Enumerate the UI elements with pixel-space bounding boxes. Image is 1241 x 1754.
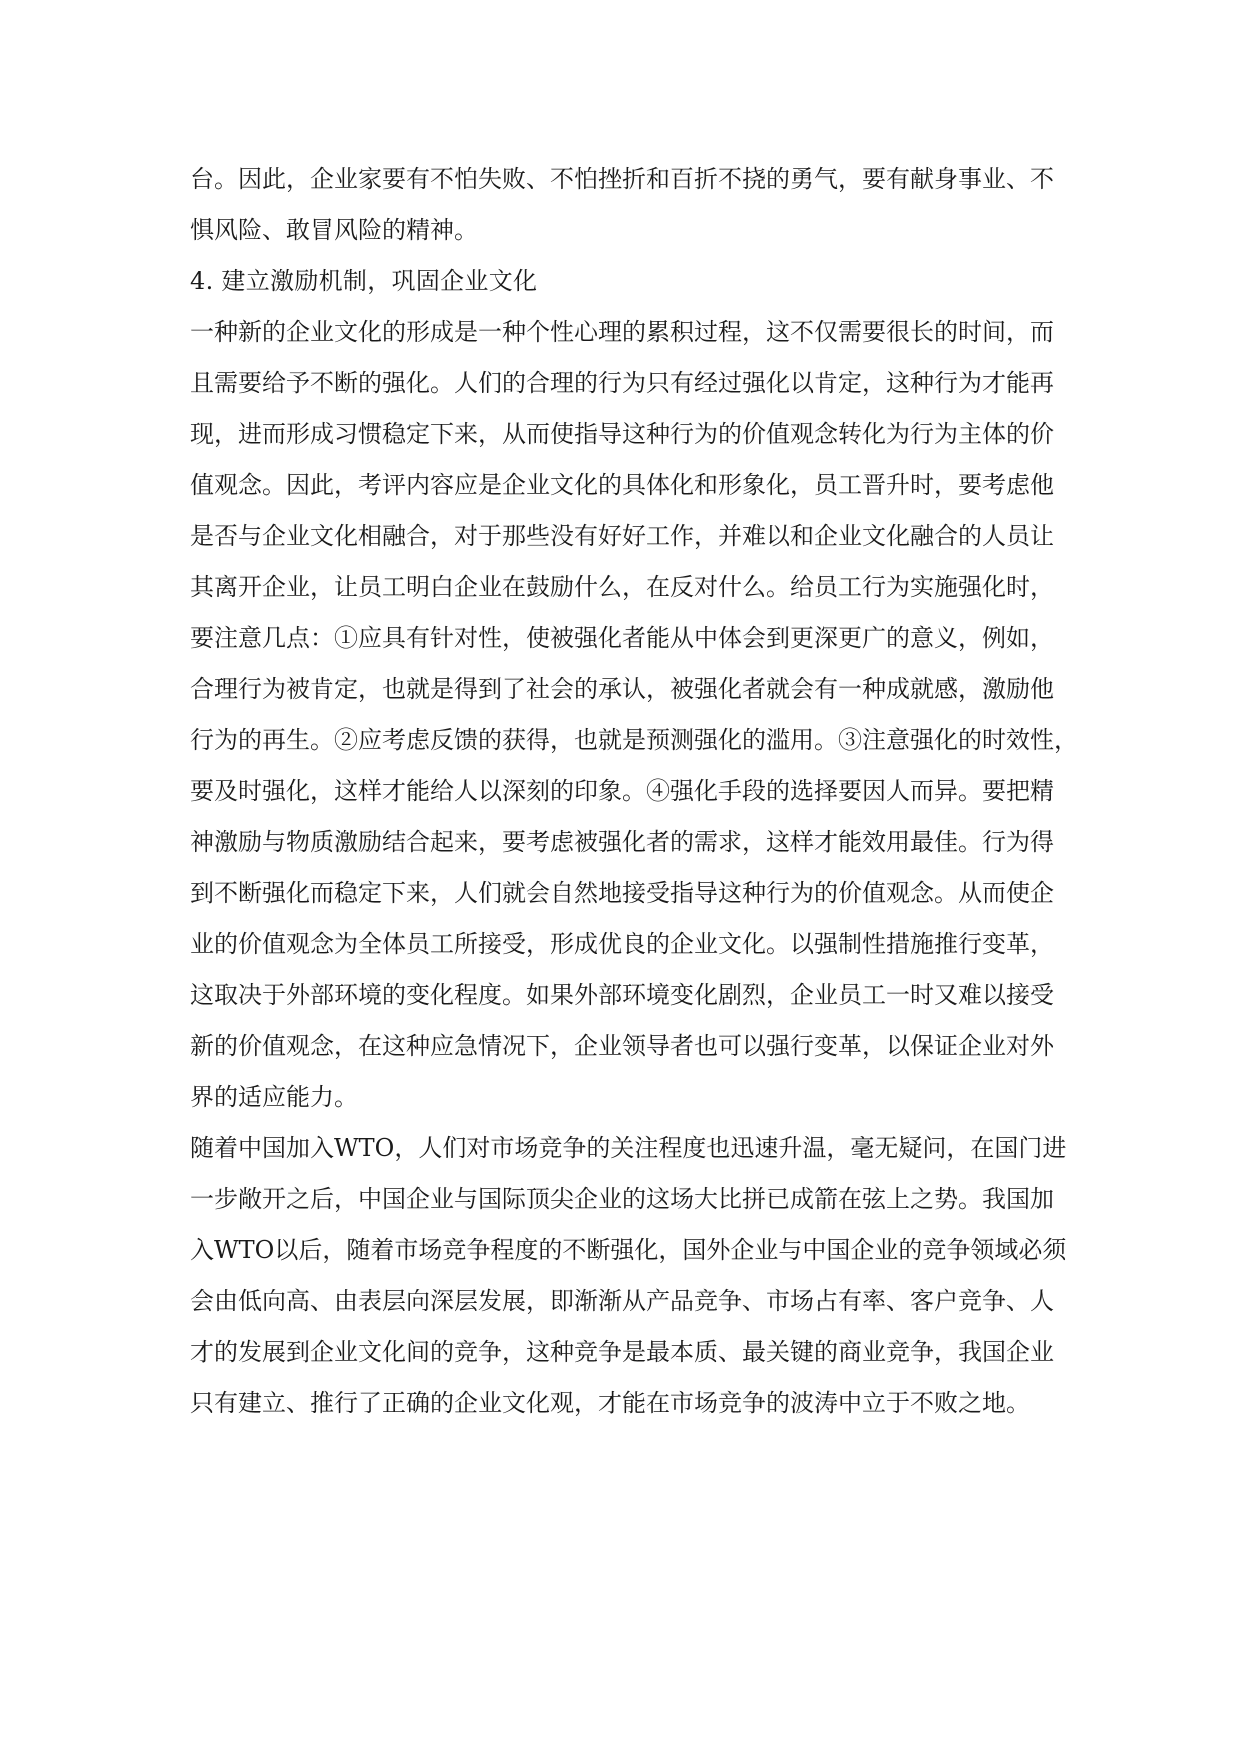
- text-line: 界的适应能力。: [190, 1083, 358, 1111]
- text-line: 值观念。因此，考评内容应是企业文化的具体化和形象化，员工晋升时，要考虑他: [190, 471, 1054, 499]
- text-line: 才的发展到企业文化间的竞争，这种竞争是最本质、最关键的商业竞争，我国企业: [190, 1338, 1054, 1366]
- document-body: [190, 154, 1090, 1429]
- text-line: 是否与企业文化相融合，对于那些没有好好工作，并难以和企业文化融合的人员让: [190, 522, 1054, 550]
- text-line: 会由低向高、由表层向深层发展，即渐渐从产品竞争、市场占有率、客户竞争、人: [190, 1287, 1054, 1315]
- text-line: 合理行为被肯定，也就是得到了社会的承认，被强化者就会有一种成就感，激励他: [190, 675, 1054, 703]
- text-line: 只有建立、推行了正确的企业文化观，才能在市场竞争的波涛中立于不败之地。: [190, 1389, 1030, 1417]
- text-line: 且需要给予不断的强化。人们的合理的行为只有经过强化以肯定，这种行为才能再: [190, 369, 1054, 397]
- text-line: 这取决于外部环境的变化程度。如果外部环境变化剧烈，企业员工一时又难以接受: [190, 981, 1054, 1009]
- text-line: 要及时强化，这样才能给人以深刻的印象。④强化手段的选择要因人而异。要把精: [190, 777, 1054, 805]
- text-line: 台。因此，企业家要有不怕失败、不怕挫折和百折不挠的勇气，要有献身事业、不: [190, 165, 1054, 193]
- text-line: 新的价值观念，在这种应急情况下，企业领导者也可以强行变革，以保证企业对外: [190, 1032, 1054, 1060]
- text-line: 业的价值观念为全体员工所接受，形成优良的企业文化。以强制性措施推行变革，: [190, 930, 1054, 958]
- text-line: 一种新的企业文化的形成是一种个性心理的累积过程，这不仅需要很长的时间，而: [190, 318, 1054, 346]
- text-line: 一步敞开之后，中国企业与国际顶尖企业的这场大比拼已成箭在弦上之势。我国加: [190, 1185, 1054, 1213]
- text-line: 惧风险、敢冒风险的精神。: [190, 216, 478, 244]
- text-line: 要注意几点：①应具有针对性，使被强化者能从中体会到更深更广的意义，例如，: [190, 624, 1054, 652]
- text-line: 随着中国加入WTO，人们对市场竞争的关注程度也迅速升温，毫无疑问，在国门进: [190, 1134, 1067, 1162]
- section-heading: 4. 建立激励机制，巩固企业文化: [190, 267, 538, 295]
- text-line: 现，进而形成习惯稳定下来，从而使指导这种行为的价值观念转化为行为主体的价: [190, 420, 1054, 448]
- text-line: 其离开企业，让员工明白企业在鼓励什么，在反对什么。给员工行为实施强化时，: [190, 573, 1054, 601]
- text-line: 到不断强化而稳定下来，人们就会自然地接受指导这种行为的价值观念。从而使企: [190, 879, 1054, 907]
- text-line: 入WTO以后，随着市场竞争程度的不断强化，国外企业与中国企业的竞争领域必须: [190, 1236, 1067, 1264]
- text-line: 神激励与物质激励结合起来，要考虑被强化者的需求，这样才能效用最佳。行为得: [190, 828, 1054, 856]
- text-line: 行为的再生。②应考虑反馈的获得，也就是预测强化的滥用。③注意强化的时效性，: [190, 726, 1078, 754]
